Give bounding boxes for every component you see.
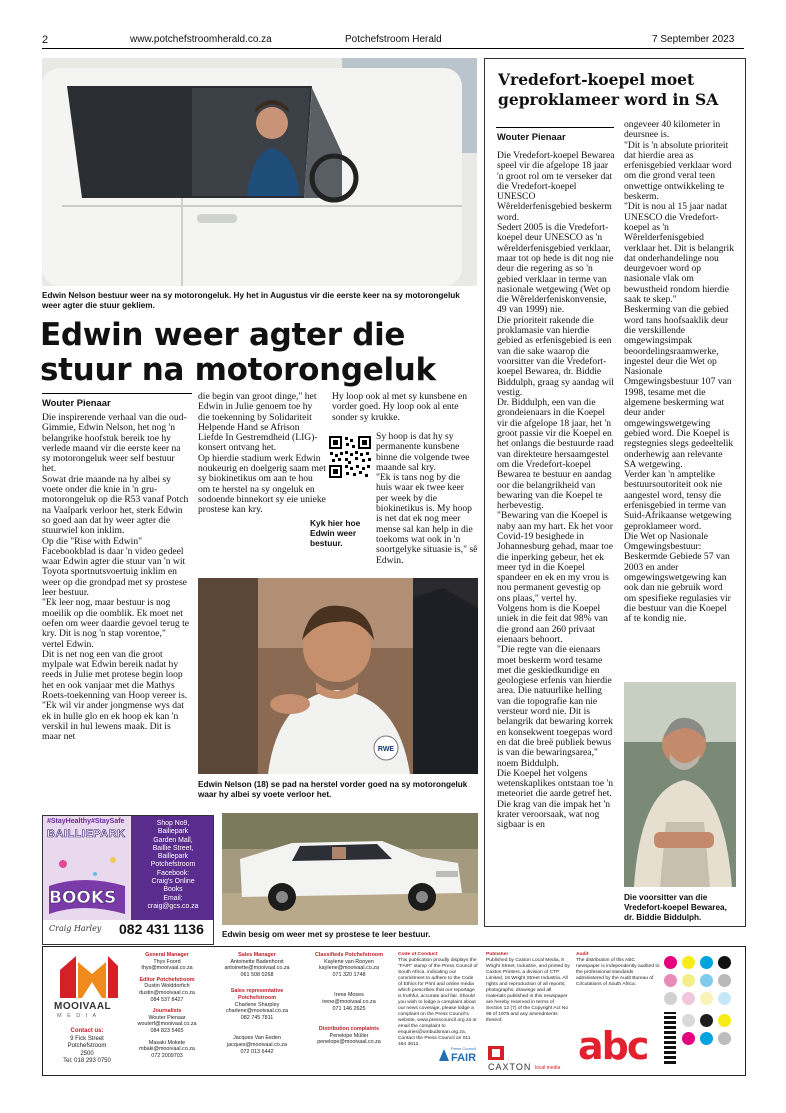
page-number: 2 bbox=[42, 34, 49, 46]
swatch-yellow-2 bbox=[718, 1014, 731, 1027]
mooivaal-logo-icon bbox=[56, 952, 120, 1000]
paper-name: Potchefstroom Herald bbox=[345, 34, 442, 45]
issue-date: 7 September 2023 bbox=[652, 34, 735, 45]
paragraph: Volgens hom is die Koepel uniek in die feit dat 98% van die grond aan 260 privaat eienaars behoort. bbox=[497, 603, 608, 645]
website-url[interactable]: www.potchefstroomherald.co.za bbox=[130, 34, 272, 45]
staff-head: Editor Potchefstroom bbox=[139, 976, 195, 983]
caxton-sub: local media bbox=[535, 1065, 561, 1071]
staff-email[interactable]: wouterf@mooivaal.co.za bbox=[137, 1021, 197, 1028]
footer-brand-sub: M E D I A bbox=[57, 1013, 99, 1019]
paragraph: Beskerming van die gebied word tans hoofsaaklik deur die verskillende omgewingsimpak beoordelingsraamwerke, ingestel deur die Wet op Nasionale Omgewingsbestuur 107 van 1998, tesame met die algemene beskerming wat deur ander omgewingswetgewing gebied word. Die Koepel is regstegnies slegs gedeeltelik onderhewig aan relevante SA wetgewing. bbox=[624, 304, 734, 470]
staff-head: Sales Manager bbox=[238, 952, 276, 958]
fair-sub: Press Council bbox=[451, 1046, 476, 1051]
footer-staff-col-a bbox=[128, 952, 206, 1059]
paragraph: "Dit is nou al 15 jaar nadat UNESCO die Vredefort-koepel as 'n Wêrelderfenisgebied verklaar het. Dit is belangrik dat onderhandelinge nou deurgevoer word op nasionale vlak om bewustheid rondom hierdie saak te skep." bbox=[624, 201, 735, 306]
ad-tag: #StayHealthy#StaySafe bbox=[47, 818, 125, 825]
paragraph: ongeveer 40 kilometer in deursnee is. bbox=[624, 120, 721, 141]
swatch-magenta bbox=[664, 956, 677, 969]
side-photo-caption: Die voorsitter van die Vredefort-koepel Bewarea, dr. Biddie Biddulph. bbox=[624, 893, 727, 922]
footer-contact bbox=[52, 1028, 122, 1066]
paragraph: Op hierdie stadium werk Edwin noukeurig en doelgerig saam met sy biokinetikus om aan te hou om te herstel na sy ongeluk en sodoende binnekort sy eie unieke prostese kan kry. bbox=[198, 452, 326, 516]
ad-email[interactable]: craig@gcs.co.za bbox=[147, 902, 199, 910]
main-column-3-side bbox=[376, 432, 478, 574]
staff-line: Irene Moses bbox=[334, 992, 364, 999]
paragraph: die begin van groot dinge," het Edwin in Julie genoem toe hy die toekenning by Solidariteit Helpende Hand se Afrison Liefde In Gestremdheid (LIG)-konsert ontvang het. bbox=[198, 392, 318, 454]
ad-books-word: BOOKS bbox=[49, 888, 117, 908]
side-byline-rule bbox=[496, 127, 614, 128]
paragraph: "Ek leer nog, maar bestuur is nog moeilik op die oomblik. Ek moet net oefen om weer daardie gevoel terug te kry. Dit is nog 'n stap vorentoe," vertel Edwin. bbox=[42, 597, 190, 650]
swatch-light-magenta bbox=[664, 974, 677, 987]
swatch-pale-yellow bbox=[700, 992, 713, 1005]
registration-bar bbox=[664, 1012, 676, 1064]
audit-text: The distribution of this ABC newspaper is independently audited to the professional standards administered by the Audit Bureau of Circulations of South Africa. bbox=[576, 958, 660, 987]
staff-line: 072 013 6442 bbox=[240, 1048, 274, 1055]
abc-logo: abc bbox=[578, 1024, 648, 1068]
ad-line: Potchefstroom bbox=[150, 861, 196, 869]
side-byline: Wouter Pienaar bbox=[497, 131, 566, 142]
staff-line: Dustin Wolddorfich bbox=[144, 983, 190, 990]
side-column-2 bbox=[624, 120, 736, 676]
staff-line: Charlene Sharpley bbox=[234, 1001, 280, 1008]
paragraph: Verder kan 'n amptelike bestuursoutoriteit ook nie aangestel word, tensy die erfenisgebied in terme van Suid-Afrikaanse wetgewing geproklameer word. bbox=[624, 469, 732, 532]
fair-badge bbox=[438, 1046, 480, 1072]
staff-head: Classifieds Potchefstroom bbox=[315, 952, 383, 958]
audit-head: Audit bbox=[576, 952, 589, 957]
photo-edwin-portrait bbox=[198, 578, 478, 774]
photo2-caption: Edwin Nelson (18) se pad na herstel vorder goed na sy motorongeluk waar hy albei sy voete verloor het. bbox=[198, 780, 468, 799]
swatch-cyan bbox=[700, 956, 713, 969]
contact-title: Contact us: bbox=[70, 1028, 104, 1034]
footer-brand: MOOIVAAL bbox=[54, 1001, 112, 1012]
photo1-caption: Edwin Nelson bestuur weer na sy motorongeluk. Hy het in Augustus vir die eerste keer na sy motorongeluk weer agter die stuur gekliem. bbox=[42, 291, 460, 310]
staff-line: Wouter Pienaar bbox=[148, 1014, 186, 1021]
staff-line: 061 508 0268 bbox=[240, 971, 274, 978]
ad-line: Baillie Street, bbox=[152, 844, 194, 852]
swatch-pale-cyan bbox=[718, 992, 731, 1005]
footer-staff-col-c bbox=[306, 952, 392, 1046]
contact-line: Potchefstroom bbox=[67, 1043, 107, 1050]
paragraph: Dit is net nog een van die groot mylpale wat Edwin bereik nadat hy reeds in Julie met protese begin loop het en ook vanjaar met die Mathys Roets-toekenning van Hoop vereer is. bbox=[42, 648, 188, 702]
footer-audit bbox=[576, 952, 660, 988]
code-text: This publication proudly displays the "FAIR" stamp of the Press Council of South Africa, indicating our commitment to adhere to the Code of Ethics for Print and online media which prescribes that our reportage is truthful, accurate and fair. Should you wish to lodge a complaint about our news coverage, please lodge a complaint on the Press Council's website, www.presscouncil.org.za or email the complaint to enquiries@ombudsman.org.za. Contact the Press Council on 011 484 3612. bbox=[398, 958, 478, 1047]
photo-edwin-driving bbox=[42, 58, 477, 286]
contact-line: Tel: 018 293 0750 bbox=[63, 1058, 111, 1065]
main-headline-line1: Edwin weer agter die bbox=[40, 317, 406, 353]
main-byline: Wouter Pienaar bbox=[42, 397, 111, 408]
photo-suv bbox=[222, 813, 478, 925]
byline-rule bbox=[42, 393, 192, 394]
caxton-icon bbox=[488, 1046, 504, 1060]
footer-publisher bbox=[486, 952, 570, 1044]
side-headline: Vredefort-koepel moet geproklameer word in SA bbox=[498, 70, 719, 109]
swatch-black-2 bbox=[700, 1014, 713, 1027]
staff-email[interactable]: irene@mooivaal.co.za bbox=[322, 998, 376, 1005]
swatch-grey bbox=[718, 974, 731, 987]
staff-line: Penelope Müller bbox=[329, 1032, 369, 1039]
footer-staff-col-b bbox=[212, 952, 302, 1055]
swatch-light-grey bbox=[664, 992, 677, 1005]
swatch-light-yellow bbox=[682, 974, 695, 987]
staff-line: Thys Foord bbox=[153, 958, 181, 965]
ad-line: Craig's Online bbox=[151, 878, 195, 886]
staff-head: Journalists bbox=[152, 1008, 182, 1015]
paragraph: Sedert 2005 is die Vredefort-koepel deur UNESCO as 'n wêrelderfenisgebied verklaar, maar tot op hede is dit nog nie deur die regering as so 'n gebied verklaar in terme van nasionale wetgewing (Wet op die Wêrelderfeniskonvensie, 49 van 1999) nie. bbox=[497, 222, 614, 316]
ad-line: Books bbox=[163, 886, 183, 894]
staff-head: Sales representative Potchefstroom bbox=[230, 988, 284, 1001]
paragraph: Die inspirerende verhaal van die oud-Gimmie, Edwin Nelson, het nog 'n belangrike hoofstuk bereik toe hy verlede maand vir die eerste keer na sy motorongeluk weer self bestuur het. bbox=[42, 413, 187, 475]
fair-text: FAIR bbox=[451, 1052, 477, 1064]
paragraph: Die prioriteit rakende die proklamasie van hierdie gebied as erfenisgebied is een van die sake waarop die voorsitter van die Vredefort-koepel Bewarea, dr. Biddie Biddulph, graag sy aandag wil vestig. bbox=[497, 314, 614, 398]
qr-code-icon[interactable] bbox=[328, 435, 372, 479]
staff-line: 071 320 1748 bbox=[332, 971, 366, 978]
qr-caption: Kyk hier hoe Edwin weer bestuur. bbox=[310, 518, 361, 548]
main-column-2 bbox=[198, 392, 326, 572]
staff-line: 071 146 2625 bbox=[332, 1005, 366, 1012]
ad-line: Shop No9, bbox=[156, 820, 190, 827]
staff-email[interactable]: charlene@mooivaal.co.za bbox=[225, 1008, 289, 1015]
code-head: Code of Conduct bbox=[398, 952, 438, 957]
color-registration bbox=[662, 952, 738, 1070]
paragraph: Dr. Biddulph, een van die grondeienaars in die Koepel vir die afgelope 18 jaar, het 'n groot passie vir die Koepel en het onlangs die bestuurde raad van direkteure hersaamgestel om die Vredefort-koepel Bewarea te bestuur en aandag oor die belangrikheid van bewaring van die Koepel te herbevestig. bbox=[497, 397, 614, 512]
staff-line: Kaylene van Rooyen bbox=[324, 958, 374, 965]
main-column-3-top bbox=[332, 392, 478, 424]
header-rule bbox=[42, 48, 744, 49]
rwe-logo: RWE bbox=[377, 746, 395, 753]
photo3-caption: Edwin besig om weer met sy prostese te leer bestuur. bbox=[222, 930, 431, 939]
publisher-head: Publisher bbox=[486, 952, 509, 957]
staff-line: Antoinette Badenhorst bbox=[230, 958, 284, 965]
paragraph: Die Wet op Nasionale Omgewingsbestuur: Beskermde Gebiede 57 van 2003 en ander omgewingswetgewing kan ook dan nie gebruik word om spesifieke regulasies vir die bestuur van die Koepel af te kondig nie. bbox=[624, 530, 731, 625]
contact-line: 2500 bbox=[80, 1050, 94, 1057]
swatch-magenta-2 bbox=[682, 1032, 695, 1045]
paragraph: "Ek is tans nog by die huis waar ek twee keer per week by die biokinetikus is. My hoop is net dat ek nog meer mense sal kan help in die toekoms wat ook in 'n soortgelyke situasie is," sê Edwin. bbox=[376, 472, 478, 566]
fair-icon bbox=[438, 1048, 450, 1062]
paragraph: Hy loop ook al met sy kunsbene en vorder goed. Hy loop ook al ente sonder sy krukke. bbox=[332, 392, 468, 423]
ad-phone[interactable]: 082 431 1136 bbox=[119, 921, 204, 937]
paragraph: Die Koepel het volgens wetenskaplikes ontstaan toe 'n meteoriet die aarde getref het. bbox=[497, 767, 614, 800]
swatch-grey-2 bbox=[682, 1014, 695, 1027]
paragraph: Op die "Rise with Edwin" Facebookblad is daar 'n video gedeel waar Edwin agter die stuur van 'n wit Toyota sportnutsvoertuig inklim en weer op die grondpad met sy prostese leer bestuur. bbox=[42, 535, 187, 599]
staff-line: 082 745 7811 bbox=[240, 1014, 274, 1021]
ad-title: BAILLIEPARK bbox=[47, 828, 126, 840]
staff-line: 072 2009703 bbox=[151, 1052, 183, 1059]
qr-block bbox=[328, 435, 372, 507]
swatch-black bbox=[718, 956, 731, 969]
staff-email[interactable]: penelope@mooivaal.co.za bbox=[317, 1039, 381, 1046]
paragraph: Die krag van die impak het 'n krater veroorsaak, wat nog sigbaar is en bbox=[497, 798, 611, 831]
paragraph: Sowat drie maande na hy albei sy voete onder die knie in 'n gru-motorongeluk op die R53 vanaf Potch na Vaalpark verloor het, sterk Edwin so goed aan dat hy weer agter die stuurwiel kon inklim. bbox=[42, 473, 189, 537]
main-headline bbox=[40, 318, 436, 388]
ad-baillepark-books[interactable] bbox=[42, 815, 214, 945]
paragraph: Sy hoop is dat hy sy permanente kunsbene binne die volgende twee maande sal kry. bbox=[376, 432, 470, 473]
staff-email[interactable]: jacques@mooivaal.co.za bbox=[226, 1041, 287, 1048]
ad-line: Email: bbox=[163, 894, 183, 902]
side-column-1 bbox=[497, 151, 615, 921]
staff-email[interactable]: thys@mooivaal.co.za bbox=[141, 965, 193, 972]
ad-signature: Craig Harley bbox=[49, 924, 102, 933]
swatch-light-cyan bbox=[700, 974, 713, 987]
ad-line: Facebook: bbox=[156, 869, 190, 877]
swatch-cyan-2 bbox=[700, 1032, 713, 1045]
ad-line: Bailiepark bbox=[157, 828, 189, 836]
swatch-yellow bbox=[682, 956, 695, 969]
ad-line: Garden Mall, bbox=[153, 836, 193, 844]
paragraph: "Die regte van die eienaars moet beskerm word tesame met die geskiedkundige en geologiese erfenis van hierdie area. Die natuurlike helling van die topografie kan nie versteur word nie. Dit is belangrik dat bewaring korrek en konsekwent toegepas word en dat die breë publiek bewus is van die bewaringsarea," noem Biddulph. bbox=[497, 644, 613, 769]
staff-line: Masaki Mokete bbox=[148, 1039, 186, 1046]
staff-email[interactable]: antoinette@mooivaal.co.za bbox=[224, 965, 290, 972]
contact-line: 9 Fick Street bbox=[70, 1035, 104, 1042]
ad-details bbox=[135, 820, 211, 911]
paragraph: "Ek wil vir ander jongmense wys dat ek in hulle glo en ek hoop ek kan 'n verskil in hul lewens maak. Dit is maar net bbox=[42, 700, 184, 743]
paragraph: "Dit is 'n absolute prioriteit dat hierdie area as erfenisgebied verklaar word om die grond veral teen onwettige ontwikkeling te beskerm. bbox=[624, 139, 732, 203]
staff-line: 084 823 5465 bbox=[150, 1027, 184, 1034]
staff-email[interactable]: mbaki@mooivaal.co.za bbox=[139, 1046, 195, 1053]
publisher-text: Published by Caxton Local Media, 8 Wright Street, Industrie, and printed by Caxton Printers, a division of CTP Limited, 16 Wright Street Industria. All rights and reproduction of all reports, photographs, drawings and all materials published in this newspaper are hereby reserved in terms of Section 12 (7) of the Copyright Act No 98 of 1978 and any amendments thereof. bbox=[486, 958, 570, 1023]
staff-email[interactable]: dustin@mooivaal.co.za bbox=[139, 989, 195, 996]
paragraph: Die Vredefort-koepel Bewarea speel vir die afgelope 18 jaar 'n groot rol om te verseker dat die Vredefort-koepel UNESCO Wêrelderfenisgebied beskerm word. bbox=[497, 151, 615, 223]
staff-email[interactable]: kaylene@mooivaal.co.za bbox=[318, 965, 379, 972]
staff-line: Jacques Van Eeden bbox=[233, 1035, 281, 1042]
staff-head: Distribution complaints bbox=[318, 1026, 380, 1033]
paragraph: "Bewaring van die Koepel is naby aan my hart. Ek het voor Covid-19 besighede in Johannesburg gehad, maar toe die inperking gebeur, het ek meer tyd in die Koepel spandeer en ek en my vrou is nou permanent gevestig op ons plaas," vertel hy. bbox=[497, 510, 613, 604]
ad-line: Baillepark bbox=[157, 853, 189, 861]
swatch-pale-magenta bbox=[682, 992, 695, 1005]
caxton-text: CAXTON bbox=[488, 1062, 532, 1072]
staff-line: 084 537 8427 bbox=[150, 996, 184, 1003]
photo-biddulph bbox=[624, 682, 736, 887]
main-headline-line2: stuur na motorongeluk bbox=[40, 352, 436, 388]
swatch-grey-3 bbox=[718, 1032, 731, 1045]
staff-head: General Manager bbox=[145, 952, 189, 958]
